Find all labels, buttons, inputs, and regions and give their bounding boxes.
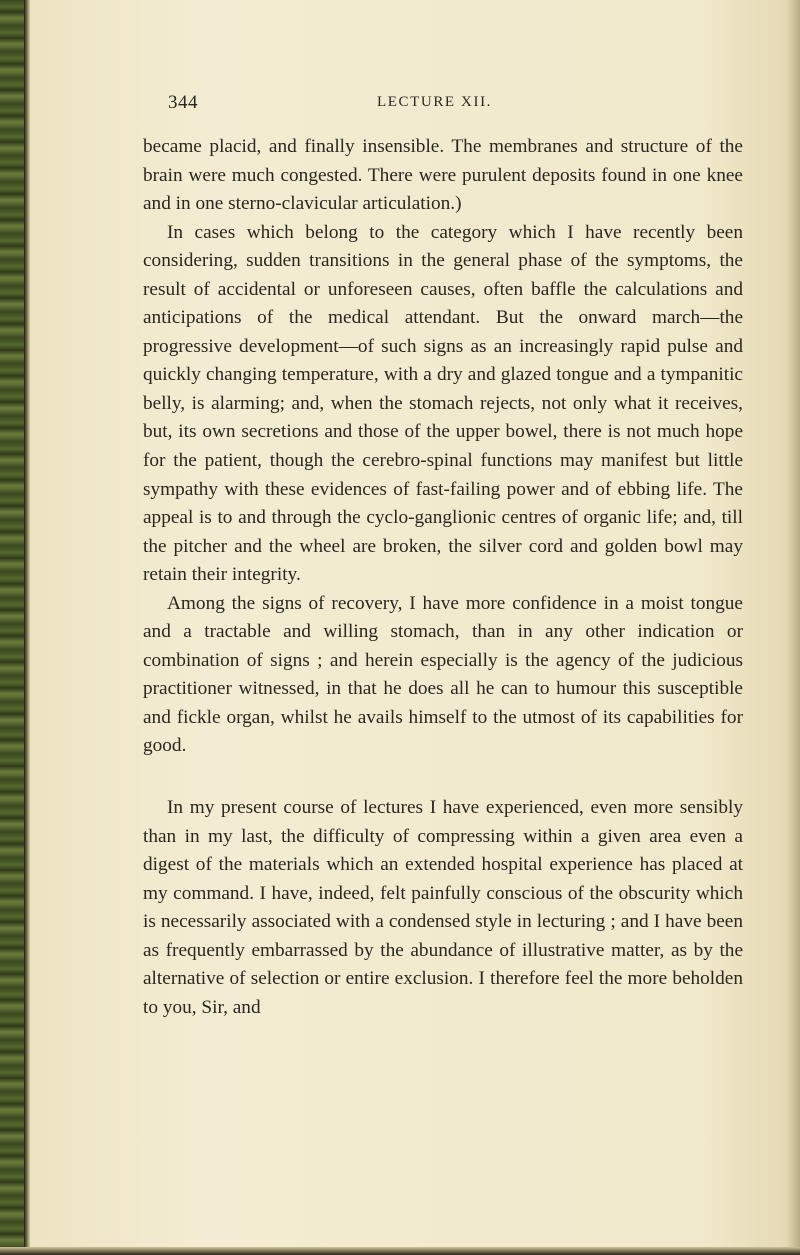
- running-head: LECTURE XII.: [377, 94, 493, 110]
- paragraph-lectures: In my present course of lectures I have experienced, even more sensibly than in my last, the difficulty of compressing within a given area even a digest of the materials which an extended hospital experience has placed at my command. I have, indeed, felt painfully conscious of the obscurity which is necessarily associated with a condensed style in lecturing ; and I have been as frequently embarrassed by the abundance of illustrative matter, as by the alternative of selection or entire exclusion. I therefore feel the more beholden to you, Sir, and: [143, 797, 743, 1018]
- book-spine: [0, 0, 24, 1255]
- paragraph-transitions: In cases which belong to the category which I have recently been considering, sudden transitions in the general phase of the symptoms, the result of accidental or unforeseen causes, often baffle the calculations and anticipations of the medical attendant. But the onward march—the progressive development—of such signs as an increasingly rapid pulse and quickly changing temperature, with a dry and glazed tongue and a tympanitic belly, is alarming; and, when the stomach rejects, not only what it receives, but, its own secretions and those of the upper bowel, there is not much hope for the patient, though the cerebro-spinal functions may manifest but little sympathy with these evidences of fast-failing power and of ebbing life. The appeal is to and through the cyclo-ganglionic centres of organic life; and, till the pitcher and the wheel are broken, the silver cord and golden bowl may retain their integrity.: [143, 221, 743, 586]
- page-number: 344: [168, 92, 198, 113]
- paragraph-continued: became placid, and finally insensible. The membranes and structure of the brain were much congested. There were purulent deposits found in one knee and in one sterno-clavicular articulation.): [143, 136, 743, 215]
- gutter-shadow: [24, 0, 30, 1255]
- page-bottom-edge: [0, 1247, 800, 1255]
- paragraph-recovery-signs: Among the signs of recovery, I have more confidence in a moist tongue and a tractable and willing stomach, than in any other indication or combination of signs ; and herein especially is the agency of the judicious practitioner witnessed, in that he does all he can to humour this susceptible and fickle organ, whilst he avails himself to the utmost of its capabilities for good.: [143, 592, 743, 757]
- section-gap: [143, 761, 743, 794]
- page-header: [168, 92, 728, 118]
- page-edge-shade: [786, 0, 800, 1255]
- body-text: [143, 133, 743, 1022]
